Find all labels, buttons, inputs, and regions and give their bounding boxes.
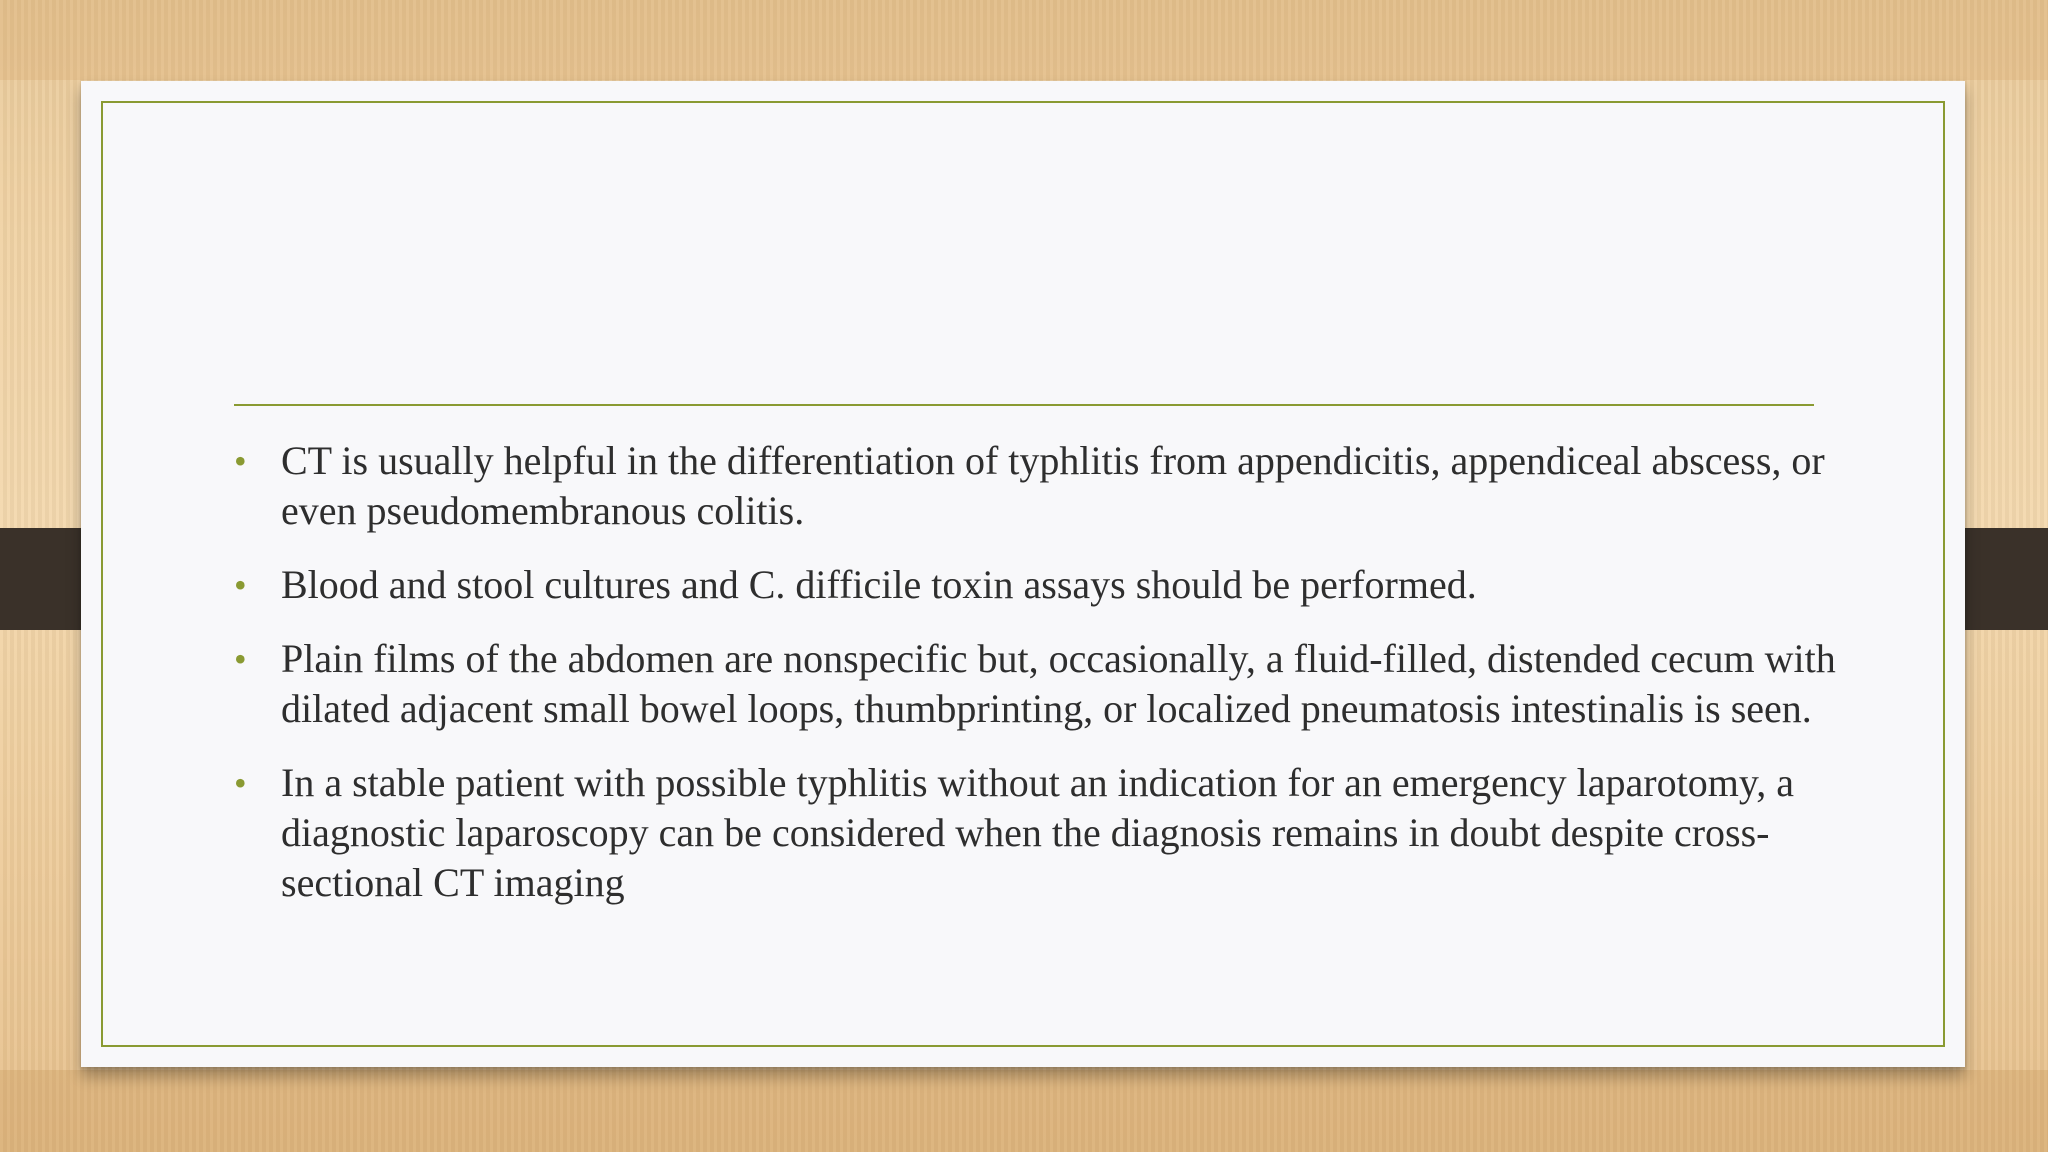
wood-background-band <box>0 0 2048 80</box>
slide-card <box>81 81 1965 1067</box>
bullet-dot-icon: • <box>234 441 247 481</box>
bullet-text: Plain films of the abdomen are nonspecific but, occasionally, a fluid-filled, distended cecum with dilated adjacent small bowel loops, thumbprinting, or localized pneumatosis intestinalis is seen. <box>281 636 1836 731</box>
title-divider-line <box>234 404 1814 406</box>
bullet-item <box>234 758 1874 908</box>
bullet-dot-icon: • <box>234 639 247 679</box>
bullet-item <box>234 436 1874 536</box>
bullet-text: CT is usually helpful in the differentiation of typhlitis from appendicitis, appendiceal abscess, or even pseudomembranous colitis. <box>281 438 1825 533</box>
bullet-dot-icon: • <box>234 565 247 605</box>
bullet-text: In a stable patient with possible typhlitis without an indication for an emergency laparotomy, a diagnostic laparoscopy can be considered when the diagnosis remains in doubt despite cross-sectional CT imaging <box>281 760 1794 905</box>
bullet-list <box>234 436 1874 932</box>
bullet-item <box>234 634 1874 734</box>
bullet-item <box>234 560 1874 610</box>
wood-background-band <box>0 1070 2048 1152</box>
bullet-dot-icon: • <box>234 763 247 803</box>
bullet-text: Blood and stool cultures and C. difficile toxin assays should be performed. <box>281 562 1477 607</box>
